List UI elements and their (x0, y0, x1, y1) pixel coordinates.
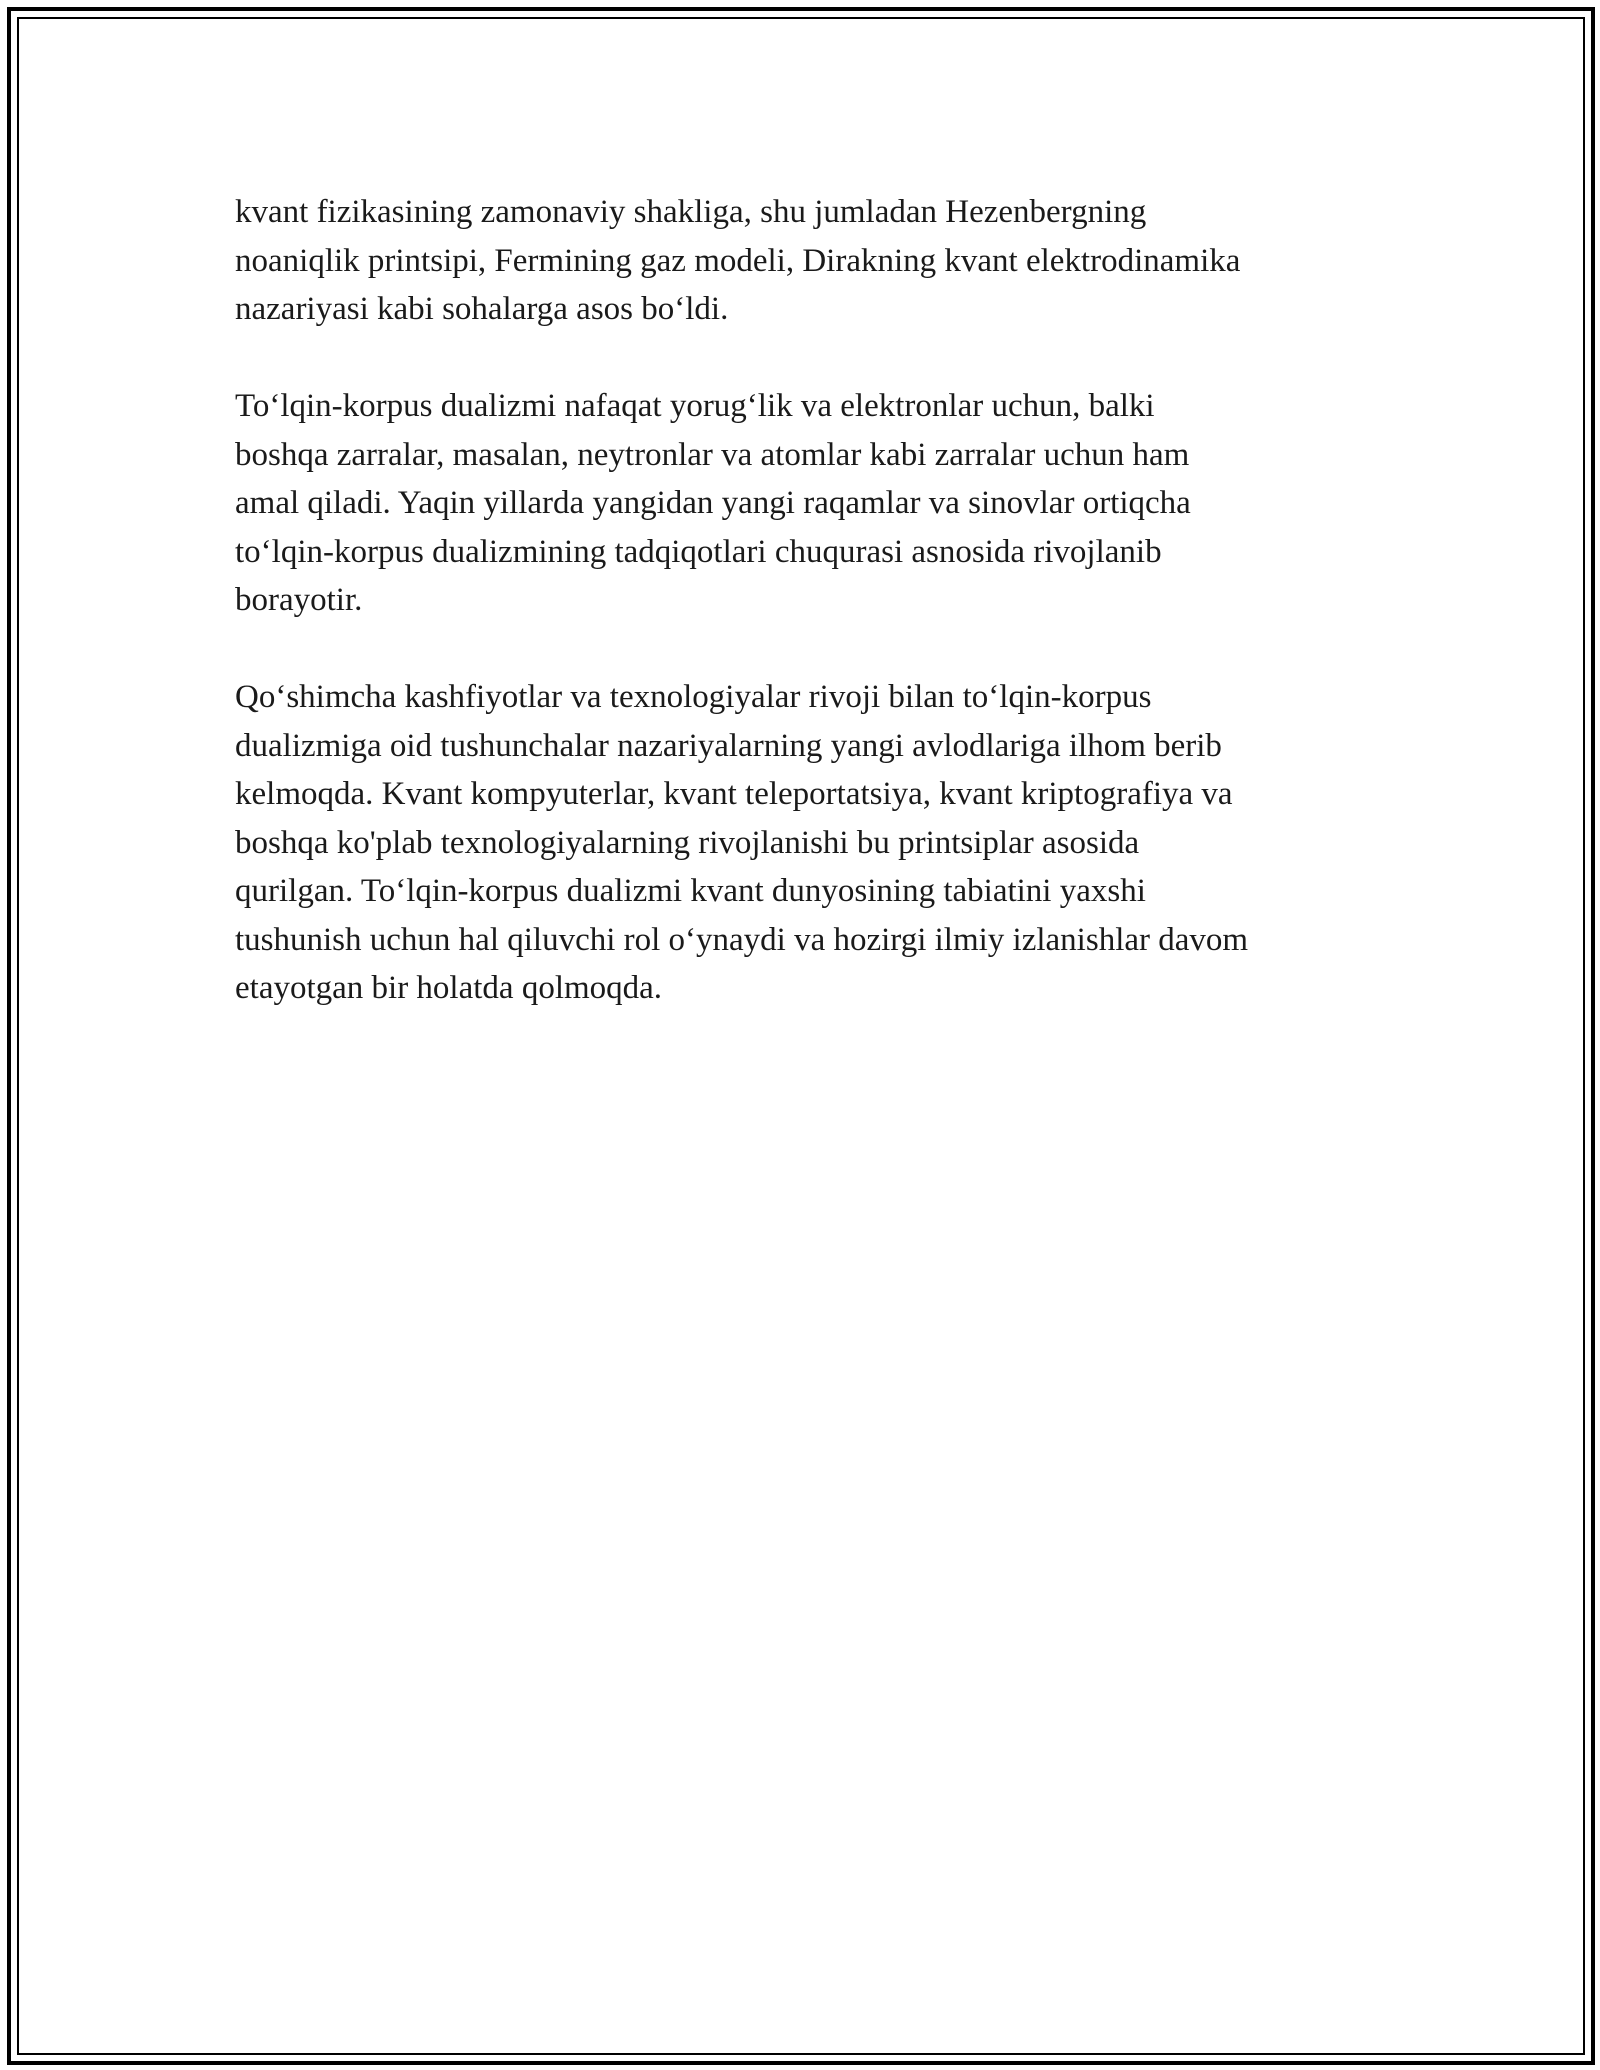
paragraph-2: To‘lqin-korpus dualizmi nafaqat yorug‘lik va elektronlar uchun, balki boshqa zarralar, masalan, neytronlar va atomlar kabi zarralar uchun ham amal qiladi. Yaqin yillarda yangidan yangi raqamlar va sinovlar ortiqcha to‘lqin-korpus dualizmining tadqiqotlari chuqurasi asnosida rivojlanib borayotir. (235, 388, 1191, 618)
paragraph-1: kvant fizikasining zamonaviy shakliga, shu jumladan Hezenbergning noaniqlik printsipi, Fermining gaz modeli, Dirakning kvant elektrodinamika nazariyasi kabi sohalarga asos bo‘ldi. (235, 194, 1241, 327)
paragraph-3: Qo‘shimcha kashfiyotlar va texnologiyalar rivoji bilan to‘lqin-korpus dualizmiga oid tushunchalar nazariyalarning yangi avlodlariga ilhom berib kelmoqda. Kvant kompyuterlar, kvant teleportatsiya, kvant kriptografiya va boshqa ko'plab texnologiyalarning rivojlanishi bu printsiplar asosida qurilgan. To‘lqin-korpus dualizmi kvant dunyosining tabiatini yaxshi tushunish uchun hal qiluvchi rol o‘ynaydi va hozirgi ilmiy izlanishlar davom etayotgan bir holatda qolmoqda. (235, 679, 1249, 1006)
document-body (235, 188, 1385, 1061)
